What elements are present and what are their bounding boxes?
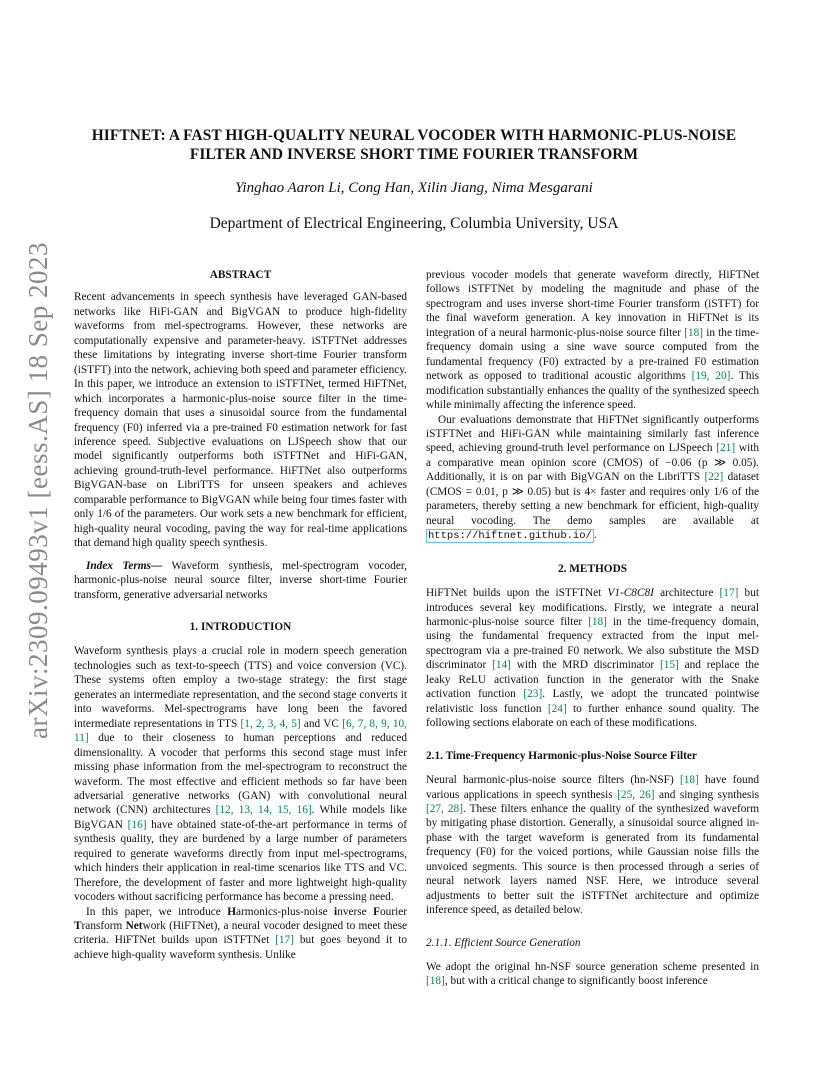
citation-link[interactable]: [24] bbox=[547, 702, 567, 715]
citation-link[interactable]: [6, 7, 8, 9, 10, 11] bbox=[74, 717, 407, 745]
arxiv-id-text: arXiv:2309.09493v1 [eess.AS] 18 Sep 2023 bbox=[22, 241, 53, 739]
architecture-name: V1-C8C8I bbox=[607, 587, 654, 600]
methods-heading: 2. METHODS bbox=[557, 562, 628, 575]
section-text: . These filters enhance the quality of the synthesized waveform by mitigating phase distortion. Generally, a sinusoidal source aligned in-phase with the target waveform is generated from its fundamental frequency (F0) for the voiced portions, while Gaussian noise fills the unvoiced segments. This source is then processed through a series of neural network layers named NSF. Here, we introduce several adjustments to better suit the iSTFTNet architecture and optimize inference speed, as detailed below. bbox=[426, 802, 759, 917]
intro-text: . bbox=[593, 529, 597, 542]
acronym-letter: Net bbox=[125, 920, 143, 933]
intro-text: Our evaluations demonstrate that HiFTNet significantly outperforms iSTFTNet and HiFi-GAN while maintaining similarly fast inference speed, achieving ground-truth level performance on LJSpeech bbox=[426, 413, 759, 455]
section-text: and singing synthesis bbox=[654, 788, 759, 801]
methods-text: in the time-frequency domain, using the fundamental frequency extracted from the input mel-spectrogram via a pre-trained F0 network. We also substitute the MSD discriminator bbox=[426, 615, 759, 672]
affiliation: Department of Electrical Engineering, Columbia University, USA bbox=[209, 215, 619, 232]
title-line-2: FILTER AND INVERSE SHORT TIME FOURIER TRANSFORM bbox=[189, 146, 639, 163]
methods-text: . Lastly, we adopt the truncated pointwise relativistic loss function bbox=[426, 688, 759, 715]
title-line-1: HIFTNET: A FAST HIGH-QUALITY NEURAL VOCODER WITH HARMONIC-PLUS-NOISE bbox=[91, 127, 737, 144]
introduction-heading: 1. INTRODUCTION bbox=[189, 620, 292, 633]
subsection-2-1-heading: 2.1. Time-Frequency Harmonic-plus-Noise Source Filter bbox=[426, 749, 697, 762]
paper-title bbox=[60, 126, 768, 164]
index-terms-text: Waveform synthesis, mel-spectrogram vocoder, harmonic-plus-noise neural source filter, inverse short-time Fourier transform, generative adversarial networks bbox=[74, 559, 407, 601]
index-terms-label: Index Terms— bbox=[86, 559, 163, 572]
intro-paragraph-3 bbox=[426, 268, 759, 413]
intro-text: dataset (CMOS = 0.01, p ≫ 0.05) but is 4× faster and requires only 1/6 of the parameters, thereby setting a new benchmark for efficient, high-quality neural vocoding. The demo samples are available at bbox=[426, 471, 759, 527]
acronym-letter: F bbox=[373, 905, 381, 918]
intro-text: and VC bbox=[300, 717, 343, 730]
right-column bbox=[426, 268, 759, 989]
intro-text: armonics-plus-noise bbox=[236, 905, 335, 918]
methods-text: HiFTNet builds upon the iSTFTNet bbox=[426, 587, 608, 600]
citation-link[interactable]: [18] bbox=[588, 615, 607, 628]
subsection-2-1-1-heading: 2.1.1. Efficient Source Generation bbox=[426, 936, 581, 949]
methods-text: architecture bbox=[653, 587, 720, 600]
intro-text: nverse bbox=[337, 905, 374, 918]
intro-text: Waveform synthesis plays a crucial role in modern speech generation technologies such as text-to-speech (TTS) and voice conversion (VC). These systems often employ a two-stage strategy: the first stage generates an intermediate representation, and the second stage converts it into waveforms. Mel-spectrograms have long been the favored intermediate representations in TTS bbox=[74, 645, 407, 730]
intro-text: have obtained state-of-the-art performance in terms of synthesis quality, they are burdened by a large number of parameters required to generate waveforms directly from input mel-spectrograms, which hinders their application in real-time scenarios like TTS and VC. Therefore, the development of faster and more lightweight high-quality vocoders without sacrificing performance has become a pressing need. bbox=[74, 818, 408, 904]
demo-url-link[interactable]: https://hiftnet.github.io/ bbox=[428, 530, 592, 543]
intro-text: in the time-frequency domain using a sine wave source computed from the fundamental frequency (F0) extracted by a pre-trained F0 estimation network as opposed to traditional acoustic algorithms bbox=[426, 326, 759, 383]
intro-text: but goes beyond it to achieve high-quality waveform synthesis. Unlike bbox=[74, 934, 407, 961]
methods-paragraph bbox=[426, 586, 759, 731]
section-text: have found various applications in speech synthesis bbox=[426, 774, 759, 801]
citation-link[interactable]: [17] bbox=[719, 587, 739, 600]
citation-link[interactable]: [19, 20] bbox=[691, 370, 731, 383]
intro-paragraph-4 bbox=[426, 413, 759, 544]
left-column bbox=[74, 268, 407, 962]
intro-text: ransform bbox=[81, 920, 126, 933]
intro-text: ourier bbox=[380, 905, 407, 918]
intro-paragraph-1 bbox=[74, 644, 407, 904]
intro-text: work (HiFTNet), a neural vocoder designed to meet these criteria. HiFTNet builds upon iSTFTNet bbox=[74, 920, 407, 947]
citation-link[interactable]: [25, 26] bbox=[617, 788, 655, 801]
methods-text: and replace the leaky ReLU activation function in the generator with the Snake activation function bbox=[426, 659, 760, 701]
citation-link[interactable]: [15] bbox=[659, 659, 679, 672]
citation-link[interactable]: [21] bbox=[716, 442, 736, 455]
intro-text: . While models like BigVGAN bbox=[74, 804, 407, 831]
section-text: We adopt the original hn-NSF source generation scheme presented in bbox=[426, 961, 759, 974]
citation-link[interactable]: [14] bbox=[492, 659, 511, 672]
subsection-2-1-1-paragraph bbox=[426, 960, 759, 989]
arxiv-sidebar-identifier bbox=[8, 241, 68, 739]
citation-link[interactable]: [18] bbox=[679, 774, 699, 787]
index-terms bbox=[74, 559, 407, 602]
citation-link[interactable]: [16] bbox=[127, 818, 147, 831]
abstract-heading: ABSTRACT bbox=[209, 269, 272, 281]
intro-text: due to their closeness to human perceptions and reduced dimensionality. A vocoder that performs this second stage must infer missing phase information from the mel-spectrogram to reconstruct the waveform. The most effective and efficient methods so far have been adversarial generative networks (GAN) with convolutional neural network (CNN) architectures bbox=[74, 732, 407, 817]
intro-text: . This modification substantially enhances the quality of the synthesized speech while minimally affecting the inference speed. bbox=[426, 370, 759, 412]
citation-link[interactable]: [23] bbox=[523, 688, 543, 701]
intro-text: previous vocoder models that generate waveform directly, HiFTNet follows iSTFTNet by modeling the magnitude and phase of the spectrogram and uses inverse short-time Fourier transform (iSTFT) for the final waveform generation. A key innovation in HiFTNet is its integration of a neural harmonic-plus-noise source filter bbox=[426, 269, 759, 339]
intro-text: with a comparative mean opinion score (CMOS) of −0.06 (p ≫ 0.05). Additionally, it is on par with BigVGAN on the LibriTTS bbox=[426, 442, 759, 484]
citation-link[interactable]: [17] bbox=[275, 934, 294, 947]
citation-link[interactable]: [27, 28] bbox=[426, 802, 463, 815]
section-text: , but with a critical change to significantly boost inference bbox=[444, 975, 708, 988]
acronym-letter: T bbox=[74, 920, 82, 933]
acronym-letter: H bbox=[227, 905, 236, 918]
abstract-text: Recent advancements in speech synthesis have leveraged GAN-based networks like HiFi-GAN and BigVGAN to produce high-fidelity waveforms from mel-spectrograms. However, these networks are computationally expensive and parameter-heavy. iSTFTNet addresses these limitations by integrating inverse short-time Fourier transform (iSTFT) into the network, achieving both speed and parameter efficiency. In this paper, we introduce an extension to iSTFTNet, termed HiFTNet, which incorporates a harmonic-plus-noise source filter in the time-frequency domain that uses a sinusoidal source from the fundamental frequency (F0) inferred via a pre-trained F0 estimation network for fast inference speed. Subjective evaluations on LJSpeech show that our model significantly outperforms both iSTFTNet and HiFi-GAN, achieving ground-truth-level performance. HiFTNet also outperforms BigVGAN-base on LibriTTS for unseen speakers and achieves comparable performance to BigVGAN while being four times faster with only 1/6 of the parameters. Our work sets a new benchmark for efficient, high-quality neural vocoding, paving the way for real-time applications that demand high quality speech synthesis. bbox=[74, 291, 407, 550]
intro-text: In this paper, we introduce bbox=[86, 905, 228, 918]
citation-link[interactable]: [22] bbox=[704, 471, 724, 484]
methods-text: but introduces several key modifications. Firstly, we integrate a neural harmonic-plus-noise source filter bbox=[426, 587, 759, 628]
methods-text: to further enhance sound quality. The following sections elaborate on each of these modifications. bbox=[426, 702, 759, 730]
citation-link[interactable]: [1, 2, 3, 4, 5] bbox=[240, 717, 301, 730]
intro-paragraph-2 bbox=[74, 905, 407, 963]
citation-link[interactable]: [18] bbox=[426, 975, 445, 988]
methods-text: with the MRD discriminator bbox=[510, 659, 660, 672]
citation-link[interactable]: [18] bbox=[684, 326, 704, 339]
authors: Yinghao Aaron Li, Cong Han, Xilin Jiang, Nima Mesgarani bbox=[235, 180, 593, 196]
section-text: Neural harmonic-plus-noise source filters (hn-NSF) bbox=[426, 774, 680, 787]
citation-link[interactable]: [12, 13, 14, 15, 16] bbox=[215, 804, 312, 817]
subsection-2-1-paragraph bbox=[426, 773, 759, 918]
acronym-letter: i bbox=[334, 905, 338, 918]
